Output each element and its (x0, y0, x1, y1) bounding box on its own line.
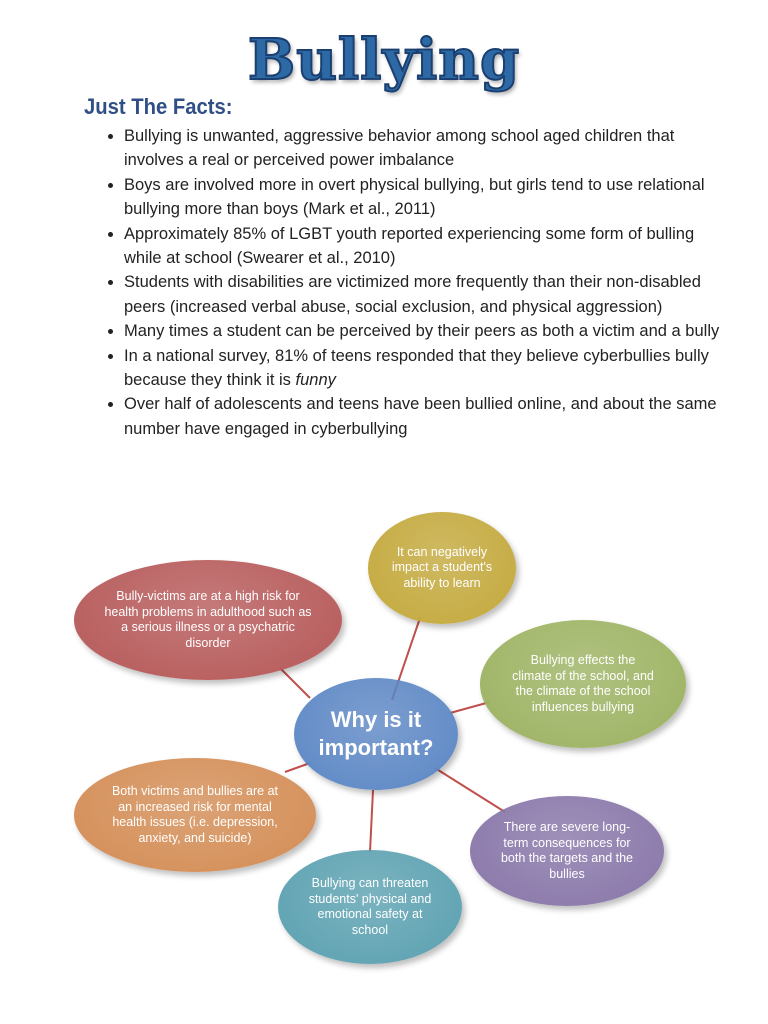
node-text: Bullying effects the climate of the school, and the climate of the school influences bullying (512, 653, 654, 714)
list-item (124, 319, 734, 343)
section-heading: Just The Facts: (84, 94, 233, 119)
fact-text: Many times a student can be perceived by their peers as both a victim and a bully (124, 322, 720, 341)
fact-text: Bullying is unwanted, aggressive behavior among school aged children that involves a real or perceived power imbalance (124, 127, 675, 170)
page-title: Bullying (247, 27, 521, 93)
list-item (124, 173, 734, 222)
connector-line (280, 668, 310, 698)
importance-diagram (0, 500, 768, 1024)
node-text: Bullying can threaten students' physical and emotional safety at school (308, 876, 432, 937)
center-text: Why is it important? (318, 707, 434, 760)
node-mental-health (74, 758, 316, 872)
node-learning (368, 512, 516, 624)
facts-list (100, 124, 734, 441)
list-item (124, 222, 734, 271)
list-item (124, 270, 734, 319)
fact-text: Approximately 85% of LGBT youth reported experiencing some form of bulling while at school (Swearer et al., 2010) (124, 224, 695, 268)
node-school-climate (480, 620, 686, 748)
fact-text: In a national survey, 81% of teens responded that they believe cyberbullies bully because they think it is (124, 346, 709, 390)
node-long-term-consequences (470, 796, 664, 906)
fact-text: Over half of adolescents and teens have been bullied online, and about the same number have engaged in cyberbullying (124, 395, 717, 438)
list-item (124, 124, 734, 173)
connector-line (370, 790, 373, 852)
node-text: It can negatively impact a student's ability to learn (391, 544, 493, 590)
center-node (294, 678, 458, 790)
list-item (124, 344, 734, 393)
connector-line (435, 768, 505, 812)
node-text: There are severe long-term consequences for both the targets and the bullies (500, 820, 634, 881)
node-text: Both victims and bullies are at an increased risk for mental health issues (i.e. depression, anxiety, and suicide) (111, 784, 279, 845)
node-adult-health (74, 560, 342, 680)
fact-text: Boys are involved more in overt physical bullying, but girls tend to use relational bullying more than boys (Mark et al., 2011) (124, 175, 705, 219)
node-text: Bully-victims are at a high risk for health problems in adulthood such as a serious illness or a psychatric disorder (104, 589, 312, 650)
list-item (124, 392, 734, 441)
fact-text: Students with disabilities are victimized more frequently than their non-disabled peers (increased verbal abuse, social exclusion, and physical aggression) (124, 273, 701, 316)
node-safety (278, 850, 462, 964)
fact-emphasis: funny (295, 371, 336, 390)
